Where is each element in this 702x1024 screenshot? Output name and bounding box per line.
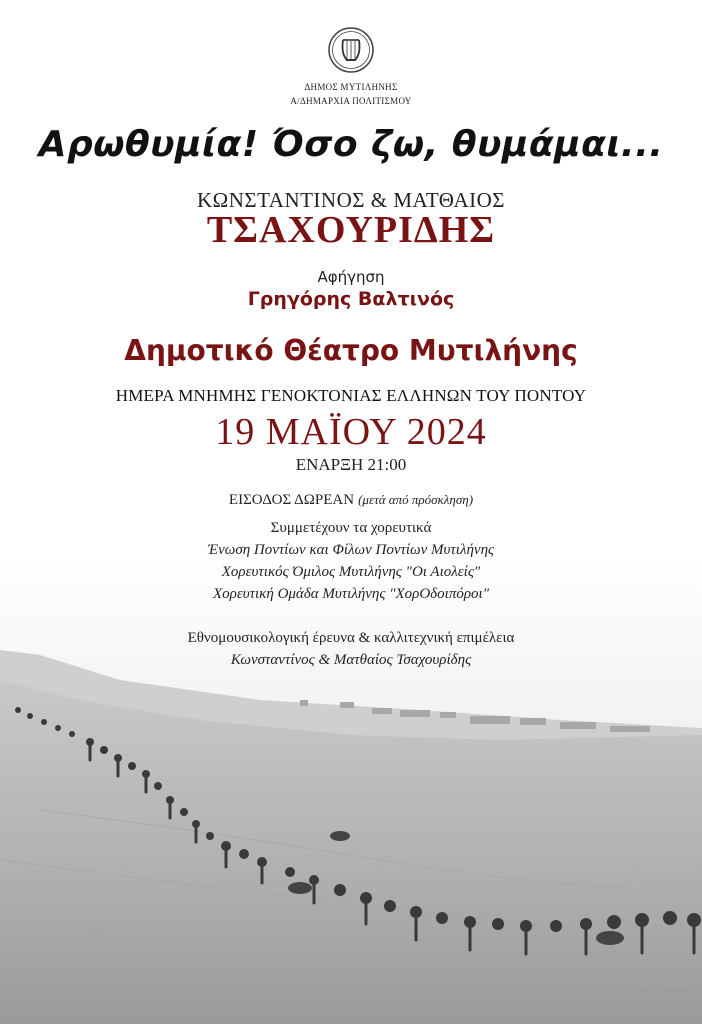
dance-group: Χορευτική Ομάδα Μυτιλήνης "ΧορΟδοιπόροι"	[212, 586, 490, 602]
event-title: Αρωθυμία! Όσο ζω, θυμάμαι...	[38, 124, 664, 165]
entry-label: ΕΙΣΟΔΟΣ ΔΩΡΕΑΝ	[228, 492, 355, 508]
narrator-name: Γρηγόρης Βαλτινός	[247, 288, 455, 310]
start-time: ΕΝΑΡΞΗ 21:00	[295, 455, 407, 474]
entry-note: (μετά από πρόσκληση)	[358, 492, 474, 507]
lyre-seal-icon	[327, 26, 375, 74]
artists-surname: ΤΣΑΧΟΥΡΙΔΗΣ	[206, 209, 496, 251]
dance-group: Χορευτικός Όμιλος Μυτιλήνης "Οι Αιολείς"	[221, 564, 481, 580]
dance-group: Ένωση Ποντίων και Φίλων Ποντίων Μυτιλήνης	[207, 542, 495, 558]
narration-label: Αφήγηση	[317, 268, 385, 286]
occasion: ΗΜΕΡΑ ΜΝΗΜΗΣ ΓΕΝΟΚΤΟΝΙΑΣ ΕΛΛΗΝΩΝ ΤΟΥ ΠΟΝΤΟΥ	[115, 386, 587, 405]
research-by: Κωνσταντίνος & Ματθαίος Τσαχουρίδης	[230, 652, 472, 668]
research-label: Εθνομουσικολογική έρευνα & καλλιτεχνική επιμέλεια	[187, 630, 515, 646]
participants-label: Συμμετέχουν τα χορευτικά	[270, 520, 432, 536]
org-name: ΔΗΜΟΣ ΜΥΤΙΛΗΝΗΣ	[304, 82, 398, 92]
venue: Δημοτικό Θέατρο Μυτιλήνης	[124, 334, 578, 367]
artists-first-names: ΚΩΝΣΤΑΝΤΙΝΟΣ & ΜΑΤΘΑΙΟΣ	[196, 188, 506, 212]
org-department: Α/ΔΗΜΑΡΧΙΑ ΠΟΛΙΤΙΣΜΟΥ	[290, 96, 412, 106]
event-date: 19 ΜΑΪΟΥ 2024	[215, 411, 487, 453]
entry-info	[0, 492, 702, 509]
